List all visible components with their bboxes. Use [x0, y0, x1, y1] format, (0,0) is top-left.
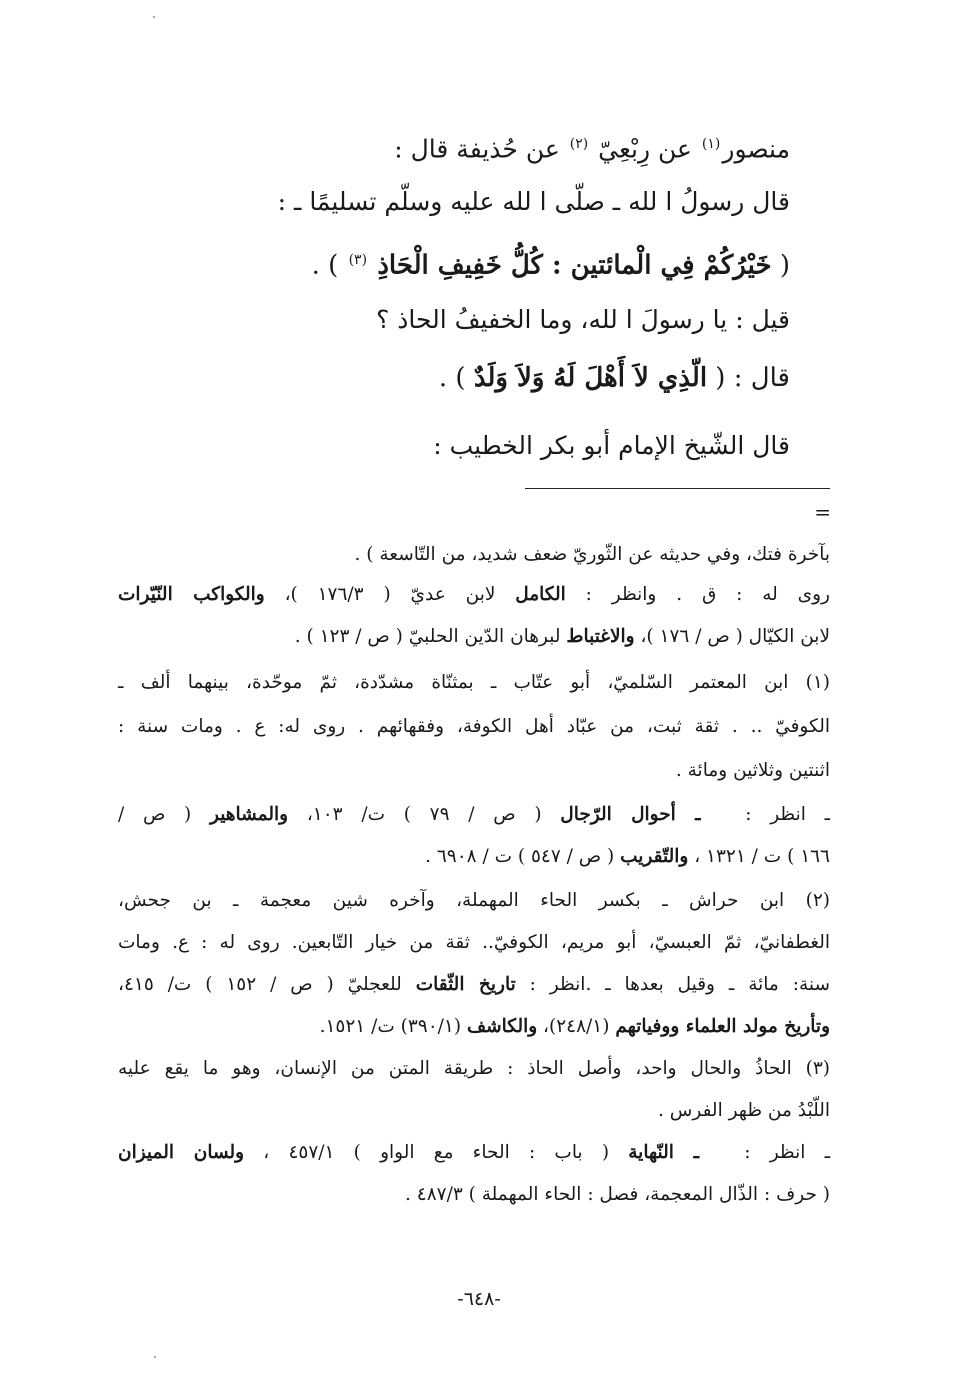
- footnote-3-line-2: اللّبْدُ من ظهر الفرس .: [658, 1100, 830, 1121]
- book-title: تاريخ الثّقات: [415, 974, 516, 995]
- main-text-line-1: [120, 124, 790, 169]
- text-segment: لابن الكيّال ( ص / ١٧٦ )،: [634, 626, 830, 647]
- book-title: ـ النّهاية: [628, 1142, 700, 1163]
- text-segment: ـ انظر :: [726, 804, 831, 825]
- footnote-1-line-3: اثنتين وثلاثين ومائة .: [675, 760, 830, 781]
- book-title: والمشاهير: [210, 804, 289, 825]
- main-text-line-2: قال رسولُ ا لله ـ صلّى ا لله عليه وسلّم تسليمًا ـ :: [277, 187, 790, 216]
- footnote-1-line-1: (١) ابن المعتمر السّلميّ، أبو عتّاب ـ بمثنّاة مشدّدة، ثمّ موحّدة، بينهما ألف ـ: [118, 672, 830, 693]
- text-segment: ( باب : الحاء مع الواو ) ٤٥٧/١ ،: [244, 1142, 629, 1163]
- book-title: ولسان الميزان: [118, 1142, 245, 1163]
- footnote-ref-3: (٣): [348, 252, 368, 268]
- continuation-mark: =: [814, 500, 831, 524]
- text-segment: منصور: [722, 134, 790, 164]
- text-segment: قال : (: [707, 363, 790, 393]
- hadith-quote-line: [120, 240, 790, 286]
- hadith-quote: خَيْرُكُمْ فِي الْمائتين : كُلُّ خَفِيفِ الْحَاذِ: [377, 250, 772, 281]
- footnote-cont-line-3: [118, 622, 830, 652]
- scan-speck: [153, 16, 155, 18]
- footnote-3-line-3: [118, 1138, 830, 1168]
- footnote-2-line-1: (٢) ابن حراش ـ بكسر الحاء المهملة، وآخره شين معجمة ـ بن جحش،: [118, 890, 830, 911]
- text-segment: ) .: [438, 363, 474, 393]
- text-segment: (٢٤٨/١)،: [537, 1016, 616, 1037]
- footnote-separator: [525, 488, 830, 489]
- text-segment: ( ص /: [118, 804, 210, 825]
- footnote-ref-1: (١): [701, 136, 721, 152]
- footnote-1-line-4: [118, 800, 830, 830]
- text-segment: ـ انظر :: [725, 1142, 831, 1163]
- text-segment: للعجليّ ( ص / ١٥٢ ) ت/ ٤١٥،: [118, 974, 416, 995]
- text-segment: روى له : ق . وانظر :: [565, 584, 830, 605]
- footnote-1-line-2: الكوفيّ .. . ثقة ثبت، من عبّاد أهل الكوفة، وفقهائهم . روى له: ع . ومات سنة :: [118, 716, 830, 737]
- text-segment: عن رِبْعِيّ: [590, 134, 700, 164]
- text-segment: (٣٩٠/١) ت/ ١٥٢١.: [319, 1016, 467, 1037]
- footnote-2-line-2: الغطفانيّ، ثمّ العبسيّ، أبو مريم، الكوفيّ.. ثقة من خيار التّابعين. روى له : ع. ومات: [118, 932, 830, 953]
- book-title: والاغتباط: [566, 626, 635, 647]
- book-title: والكاشف: [466, 1016, 538, 1037]
- footnote-3-line-4: ( حرف : الذّال المعجمة، فصل : الحاء المهملة ) ٤٨٧/٣ .: [405, 1184, 830, 1205]
- book-title: وتأريخ مولد العلماء ووفياتهم: [615, 1016, 830, 1037]
- page-number: -٦٤٨-: [457, 1288, 501, 1310]
- book-title: الكامل: [515, 584, 566, 605]
- footnote-1-line-5: [118, 842, 830, 872]
- footnote-2-line-4: [118, 1012, 830, 1042]
- footnote-ref-2: (٢): [569, 136, 589, 152]
- text-segment: (: [771, 250, 790, 281]
- answer-quote: الّذِي لاَ أَهْلَ لَهُ وَلاَ وَلَدٌ: [473, 363, 708, 393]
- text-segment: لابن عديّ ( ١٧٦/٣ )،: [264, 584, 516, 605]
- footnote-2-line-3: [118, 970, 830, 1000]
- footnote-cont-line-2: [118, 580, 830, 610]
- text-segment: ١٦٦ ) ت / ١٣٢١ ،: [688, 846, 830, 867]
- text-segment: لبرهان الدّين الحلبيّ ( ص / ١٢٣ ) .: [294, 626, 567, 647]
- footnote-3-line-1: (٣) الحاذُ والحال واحد، وأصل الحاذ : طريقة المتن من الإنسان، وهو ما يقع عليه: [118, 1058, 830, 1079]
- text-segment: ) .: [311, 250, 347, 281]
- main-text-line-4: قيل : يا رسولَ ا لله، وما الخفيفُ الحاذ ؟: [376, 305, 790, 334]
- scan-speck: [154, 1356, 156, 1358]
- text-segment: عن حُذيفة قال :: [394, 134, 568, 164]
- book-title: والكواكب النّيّرات: [118, 584, 265, 605]
- answer-quote-line: [120, 358, 790, 398]
- text-segment: سنة: مائة ـ وقيل بعدها ـ .انظر :: [515, 974, 830, 995]
- book-title: والتّقريب: [620, 846, 689, 867]
- book-title: ـ أحوال الرّجال: [560, 804, 701, 825]
- text-segment: ( ص / ٥٤٧ ) ت / ٦٩٠٨ .: [425, 846, 621, 867]
- text-segment: ( ص / ٧٩ ) ت/ ١٠٣،: [288, 804, 561, 825]
- footnote-cont-line-1: بآخرة فتك، وفي حديثه عن الثّوريّ ضعف شديد، من التّاسعة ) .: [354, 544, 830, 565]
- main-text-line-6: قال الشّيخ الإمام أبو بكر الخطيب :: [433, 431, 790, 460]
